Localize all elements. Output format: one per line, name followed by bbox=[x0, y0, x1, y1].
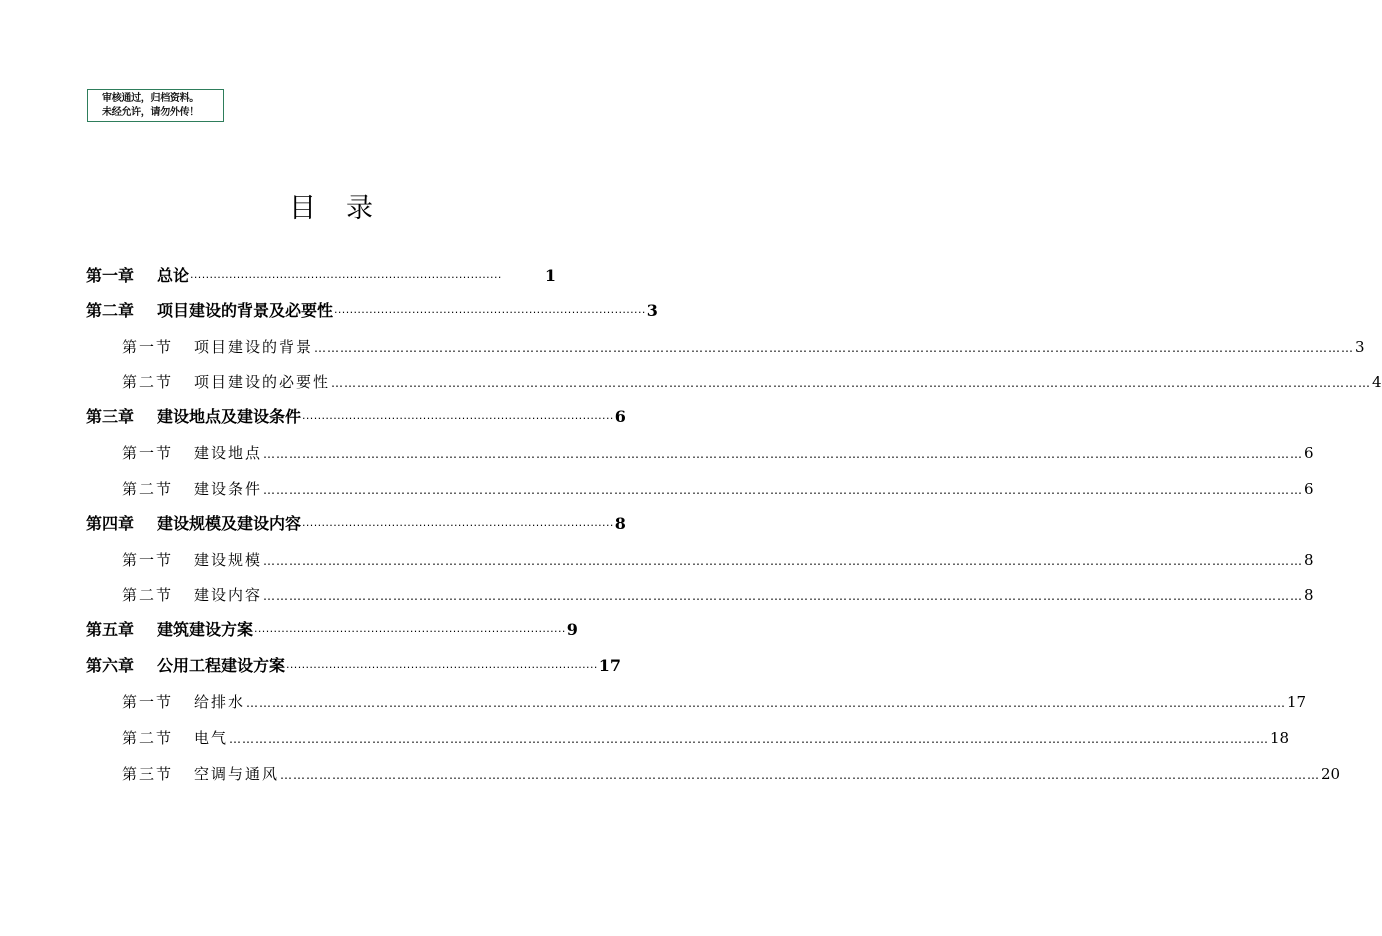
toc-leader: ················································································ bbox=[334, 306, 646, 319]
toc-title: 项目建设的背景及必要性 bbox=[157, 301, 334, 320]
toc-leader: …………………………………………………………………………………………………………………………………………………………………………………………………………………… bbox=[280, 768, 1321, 782]
toc-page: 3 bbox=[646, 301, 658, 320]
toc-page: 18 bbox=[1270, 729, 1290, 747]
toc-page: 4 bbox=[1372, 373, 1382, 391]
toc-label: 第二节 bbox=[122, 480, 174, 498]
toc-leader: …………………………………………………………………………………………………………………………………………………………………………………………………………………… bbox=[263, 554, 1304, 568]
toc-section-4-2[interactable] bbox=[122, 583, 1314, 607]
toc-leader: ················································································ bbox=[302, 519, 614, 532]
toc-page: 8 bbox=[1304, 551, 1314, 569]
toc-label: 第二节 bbox=[122, 586, 174, 604]
toc-leader: …………………………………………………………………………………………………………………………………………………………………………………………………………………… bbox=[263, 589, 1304, 603]
toc-section-6-3[interactable] bbox=[122, 762, 1341, 786]
toc-title: 建设地点及建设条件 bbox=[157, 407, 302, 426]
stamp-line-1: 审核通过，归档资料。 bbox=[102, 93, 199, 104]
toc-title: 电气 bbox=[194, 729, 229, 747]
toc-title: 空调与通风 bbox=[194, 765, 280, 783]
toc-page: 8 bbox=[614, 514, 626, 533]
toc-section-6-1[interactable] bbox=[122, 690, 1307, 714]
toc-title: 建设条件 bbox=[194, 480, 263, 498]
toc-label: 第二节 bbox=[122, 373, 174, 391]
toc-page: 8 bbox=[1304, 586, 1314, 604]
toc-title: 建设规模及建设内容 bbox=[157, 514, 302, 533]
toc-page: 6 bbox=[1304, 480, 1314, 498]
toc-section-3-2[interactable] bbox=[122, 477, 1314, 501]
toc-section-4-1[interactable] bbox=[122, 548, 1314, 572]
toc-title: 公用工程建设方案 bbox=[157, 656, 286, 675]
toc-chapter-3[interactable] bbox=[86, 405, 626, 429]
toc-page: 1 bbox=[544, 266, 556, 285]
toc-title: 建设地点 bbox=[194, 444, 263, 462]
toc-section-3-1[interactable] bbox=[122, 441, 1314, 465]
toc-label: 第一节 bbox=[122, 444, 174, 462]
toc-title: 项目建设的必要性 bbox=[194, 373, 331, 391]
toc-title: 总论 bbox=[157, 266, 190, 285]
toc-label: 第四章 bbox=[86, 514, 135, 533]
toc-leader: …………………………………………………………………………………………………………………………………………………………………………………………………………………… bbox=[229, 732, 1270, 746]
toc-label: 第一节 bbox=[122, 338, 174, 356]
toc-title: 项目建设的背景 bbox=[194, 338, 314, 356]
toc-page: 3 bbox=[1355, 338, 1365, 356]
toc-label: 第一节 bbox=[122, 693, 174, 711]
toc-chapter-6[interactable] bbox=[86, 654, 622, 678]
toc-leader: …………………………………………………………………………………………………………………………………………………………………………………………………………………… bbox=[263, 483, 1304, 497]
toc-leader: …………………………………………………………………………………………………………………………………………………………………………………………………………………… bbox=[263, 447, 1304, 461]
toc-title: 建筑建设方案 bbox=[157, 620, 254, 639]
toc-leader: …………………………………………………………………………………………………………………………………………………………………………………………………………………… bbox=[331, 376, 1372, 390]
toc-label: 第三章 bbox=[86, 407, 135, 426]
toc-title: 给排水 bbox=[194, 693, 246, 711]
toc-label: 第二节 bbox=[122, 729, 174, 747]
page-title: 目录 bbox=[289, 193, 403, 224]
toc-section-2-2[interactable] bbox=[122, 370, 1382, 394]
toc-leader: ················································································ bbox=[286, 661, 598, 674]
toc-title: 建设内容 bbox=[194, 586, 263, 604]
toc-leader: ················································································ bbox=[254, 625, 566, 638]
toc-page: 6 bbox=[614, 407, 626, 426]
toc-label: 第三节 bbox=[122, 765, 174, 783]
toc-page: 17 bbox=[1287, 693, 1307, 711]
toc-chapter-1[interactable] bbox=[86, 264, 556, 288]
toc-title: 建设规模 bbox=[194, 551, 263, 569]
toc-leader: …………………………………………………………………………………………………………………………………………………………………………………………………………………… bbox=[246, 696, 1287, 710]
toc-page: 6 bbox=[1304, 444, 1314, 462]
toc-leader: …………………………………………………………………………………………………………………………………………………………………………………………………………………… bbox=[314, 341, 1355, 355]
toc-label: 第六章 bbox=[86, 656, 135, 675]
toc-label: 第五章 bbox=[86, 620, 135, 639]
toc-label: 第一章 bbox=[86, 266, 135, 285]
toc-section-2-1[interactable] bbox=[122, 335, 1365, 359]
toc-label: 第二章 bbox=[86, 301, 135, 320]
toc-chapter-5[interactable] bbox=[86, 618, 578, 642]
approval-stamp bbox=[87, 89, 224, 122]
toc-page: 9 bbox=[566, 620, 578, 639]
toc-leader: ················································································ bbox=[302, 412, 614, 425]
toc-chapter-2[interactable] bbox=[86, 299, 658, 323]
toc-chapter-4[interactable] bbox=[86, 512, 626, 536]
toc-page: 20 bbox=[1321, 765, 1341, 783]
toc-label: 第一节 bbox=[122, 551, 174, 569]
toc-section-6-2[interactable] bbox=[122, 726, 1290, 750]
stamp-line-2: 未经允许，请勿外传！ bbox=[102, 107, 199, 118]
toc-leader: ················································································ bbox=[190, 271, 502, 284]
toc-page: 17 bbox=[598, 656, 622, 675]
